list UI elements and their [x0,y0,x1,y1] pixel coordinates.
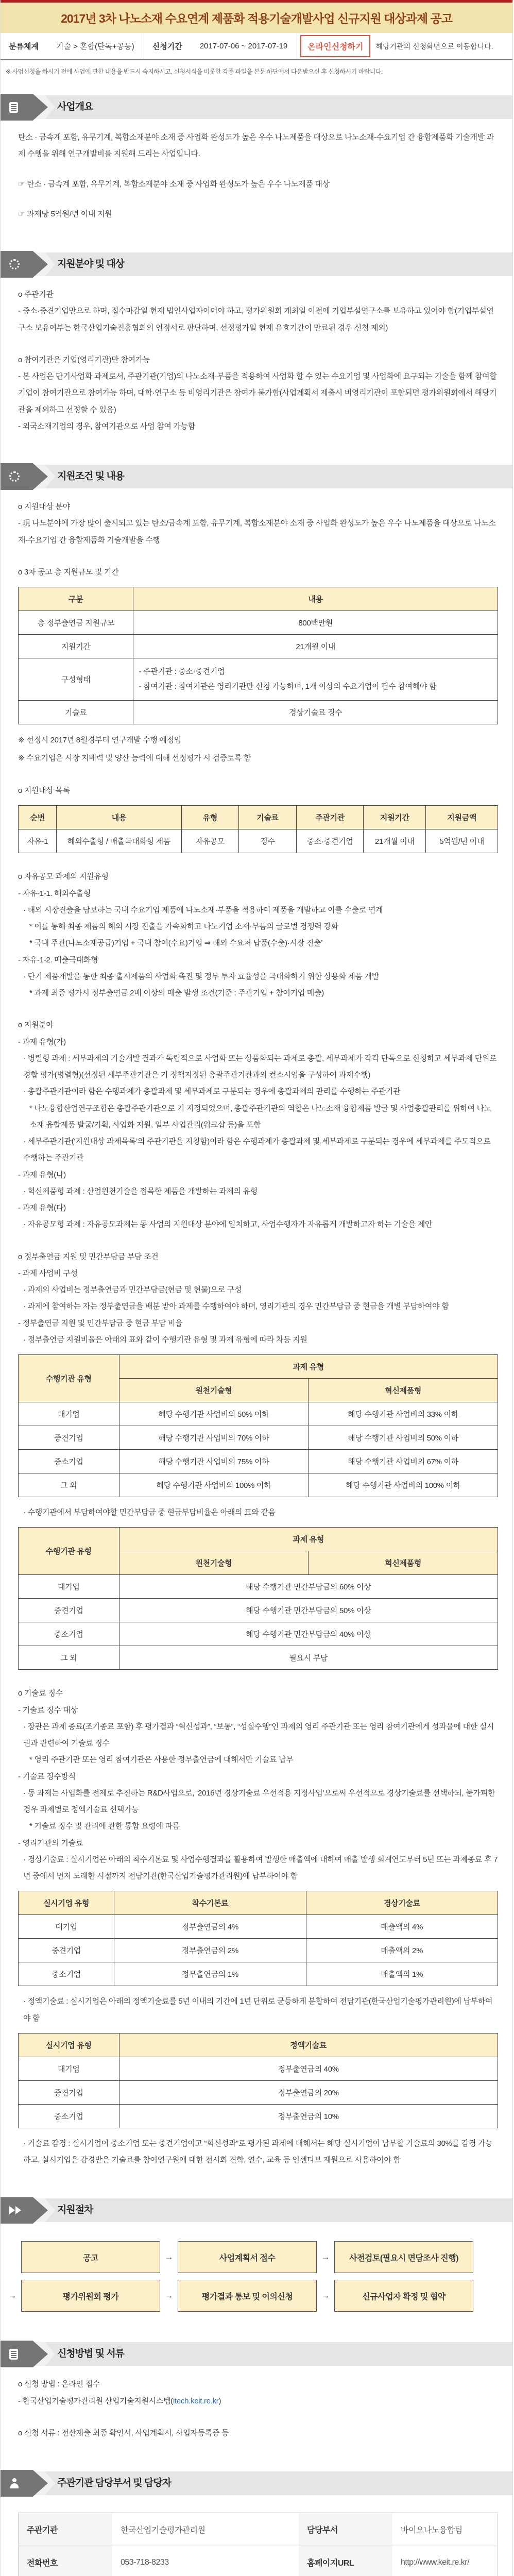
section-title: 사업개요 [1,95,512,119]
text-line: · 자유공모형 과제 : 자유공모과제는 동 사업의 지원대상 분야에 일치하고, 사업수행자가 자유롭게 개발하고자 하는 기술을 제안 [18,1216,498,1233]
text-line: o 참여기관은 기업(영리기관)만 참여가능 [18,352,498,368]
cell: 800백만원 [133,611,498,635]
text-line: o 신청 방법 : 온라인 접수 [18,2376,498,2393]
section-header-target [1,252,512,276]
cell: 5억원/년 이내 [426,829,498,853]
cell-line: - 참여기관 : 참여기관은 영리기관만 신청 가능하며, 1개 이상의 수요기업이 필수 참여해야 함 [139,680,492,694]
section-header-overview [1,95,512,119]
line-group [18,129,498,223]
link-suffix: ) [219,2397,221,2405]
flow-step: 사업계획서 접수 [178,2241,317,2273]
text-line: o 기술료 징수 [18,1685,498,1702]
cell: 대기업 [19,1402,119,1426]
cell: 중견기업 [19,1939,114,1962]
row-label: 지원기간 [19,635,133,658]
text-line: · 과제의 사업비는 정부출연금과 민간부담금(현금 및 현물)으로 구성 [18,1282,498,1298]
cell: 중소기업 [19,1622,119,1646]
dotted-ring-icon [9,259,20,269]
row-label: 담당부서 [299,2513,392,2546]
text-line: · 수행기관에서 부담하여야할 민간부담금 중 현금부담비율은 아래의 표와 같음 [18,1504,498,1521]
cell: 중견기업 [19,2080,119,2104]
online-apply-button[interactable]: 온라인신청하기 [300,35,370,57]
cell: 해당 수행기관 사업비의 70% 이하 [119,1426,309,1450]
support-target-list-table [18,805,498,853]
col-header: 실시기업 유형 [19,2033,119,2057]
overview-body [1,119,512,238]
cell: 중견기업 [19,1599,119,1622]
cell: 정부출연금의 40% [119,2057,498,2080]
title-banner [1,3,512,33]
cell: 그 외 [19,1473,119,1497]
col-header: 유형 [181,806,239,829]
text-line: * 나노융합산업연구조합은 총괄주관기관으로 기 지정되었으며, 총괄주관기관의 역할은 나노소재 융합제품 발굴 및 사업총괄관리를 위하여 나노소재 융합제품 발굴/기획, 사업화 지원, 일부 사업관리(워크샵 등)을 포함 [18,1100,498,1134]
cell: 바이오나노융합팀 [392,2513,498,2546]
flow-step: 신규사업자 확정 및 협약 [334,2280,473,2312]
cell: 해당 수행기관 사업비의 50% 이하 [309,1426,498,1450]
cell: 그 외 [19,1646,119,1670]
text-line: - 정부출연금 지원 및 민간부담금 중 현금 부담 비율 [18,1315,498,1332]
row-label: 주관기관 [19,2513,113,2546]
text-line: o 정부출연금 지원 및 민간부담금 부담 조건 [18,1249,498,1265]
link-prefix: - 한국산업기술평가관리원 산업기술지원시스템( [18,2397,173,2405]
flow-row [4,2280,509,2312]
section-title: 지원조건 및 내용 [1,465,512,488]
pre-apply-notice: ※ 사업신청을 하시기 전에 사업에 관한 내용을 반드시 숙지하시고, 신청서식을 비롯한 각종 파일을 본문 하단에서 다운받으신 후 신청하시기 바랍니다. [1,60,512,81]
page-title: 2017년 3차 나노소재 수요연계 제품화 적용기술개발사업 신규지원 대상과제 공고 [5,9,508,26]
cell: 매출액의 4% [306,1915,498,1939]
text-line: o 지원대상 분야 [18,499,498,515]
cell: 정부출연금의 20% [119,2080,498,2104]
col-header: 순번 [19,806,57,829]
flow-arrow-icon: → [317,2252,334,2262]
col-header: 수행기관 유형 [19,1355,119,1402]
text-line: * 과제 최종 평가시 정부출연금 2배 이상의 매출 발생 조건(기준 : 주관기업 + 참여기업 매출) [18,985,498,1002]
text-line: - 現 나노분야에 가장 많이 출시되고 있는 탄소/금속계 포함, 유무기계, 복합소재분야 소재 중 사업화 완성도가 높은 우수 나노제품을 대상으로 나노소재-수요기업 간 융합제품화 기술개발을 수행 [18,515,498,549]
flow-arrow-icon: → [317,2291,334,2301]
text-line: · 세부주관기관(‘지원대상 과제목록’의 주관기관을 지칭함)이라 함은 수행과제가 총괄과제 및 세부과제로 구분되는 경우에 세부과제를 주도적으로 수행하는 주관기관 [18,1133,498,1167]
flow-arrow-icon: → [4,2291,21,2301]
conditions-body [1,488,512,2184]
text-line: * 영리 주관기관 또는 영리 참여기관은 사용한 정부출연금에 대해서만 기술료 납부 [18,1752,498,1768]
text-line: - 과제 유형(나) [18,1167,498,1183]
col-header: 혁신제품형 [309,1551,498,1575]
host-contact-table [18,2513,498,2576]
col-header: 원천기술형 [119,1379,309,1402]
text-line: · 정액기술료 : 실시기업은 아래의 정액기술료를 5년 이내의 기간에 1년 단위로 균등하게 분할하여 전담기관(한국산업기술평가관리원)에 납부하여야 함 [18,1993,498,2027]
text-line: - 과제 사업비 구성 [18,1265,498,1282]
apply-body [1,2366,512,2457]
cell: 매출액의 1% [306,1962,498,1986]
section-header-host-contact [1,2471,512,2495]
process-flow [1,2222,512,2328]
text-line [18,2393,498,2410]
cell: 대기업 [19,1915,114,1939]
text-line: - 본 사업은 단기사업화 과제로서, 주관기관(기업)의 나노소재·부품을 적용하여 사업화 할 수 있는 수요기업 및 사업화에 요구되는 기술을 함께 참여할 기업이 참여기관으로 참여가능 하며, 대학·연구소 등 비영리기관은 참여가 불가함(사업계획서 제출시 비영리기관이 포함되면 평가위원회에서 해당기관을 제외하고 선정할 수 있음) [18,368,498,418]
text-line: - 과제 유형(가) [18,1034,498,1050]
cell: 징수 [239,829,297,853]
cell: 자유공모 [181,829,239,853]
cell: 경상기술료 징수 [133,701,498,724]
col-header: 경상기술료 [306,1891,498,1915]
cell: 해당 수행기관 사업비의 50% 이하 [119,1402,309,1426]
cell: 대기업 [19,2057,119,2080]
line-group [18,286,498,435]
apply-note: 해당기관의 신청화면으로 이동합니다. [375,41,493,52]
cell: 정부출연금의 1% [114,1962,306,1986]
cash-burden-table [18,1527,498,1670]
text-line: · 과제에 참여하는 자는 정부출연금을 배분 받아 과제를 수행하여야 하며, 영리기관의 경우 민간부담금 중 현금을 개별 부담하여야 함 [18,1298,498,1315]
col-header: 기술료 [239,806,297,829]
col-header: 실시기업 유형 [19,1891,114,1915]
host-contact-body [1,2495,512,2576]
text-line: - 영리기관의 기술료 [18,1835,498,1852]
cell [133,658,498,701]
text-line: o 지원분야 [18,1017,498,1033]
col-header: 수행기관 유형 [19,1528,119,1575]
text-line: ☞ 과제당 5억원/년 이내 지원 [18,206,498,223]
period-label: 신청기간 [144,35,191,58]
col-header: 착수기본료 [114,1891,306,1915]
text-line: · 단기 제품개발을 통한 최종 출시제품의 사업화 촉진 및 정부 투자 효율성을 극대화하기 위한 상용화 제품 개발 [18,969,498,985]
text-line: * 기술료 징수 및 관리에 관한 통합 요령에 따름 [18,1818,498,1835]
row-label: 총 정부출연금 지원규모 [19,611,133,635]
cell: 해당 수행기관 사업비의 33% 이하 [309,1402,498,1426]
col-header: 정액기술료 [119,2033,498,2057]
cell: 매출액의 2% [306,1939,498,1962]
col-header: 주관기관 [296,806,363,829]
text-line: · 해외 시장진출을 담보하는 국내 수요기업 제품에 나노소재·부품을 적용하여 제품을 개발하고 이를 수출로 연계 [18,902,498,919]
text-line: * 이를 통해 최종 제품의 해외 시장 진출을 가속화하고 나노기업 소재·부품의 글로벌 경쟁력 강화 [18,919,498,935]
line-group [18,1504,498,1521]
text-line: o 주관기관 [18,286,498,303]
cell: 중견기업 [19,1426,119,1450]
flow-step: 평가결과 통보 및 이의신청 [178,2280,317,2312]
text-line: o 신청 서류 : 전산제출 최종 확인서, 사업계획서, 사업자등록증 등 [18,2425,498,2442]
meta-bar [1,33,512,60]
line-group [18,1685,498,1885]
cell: 해당 수행기관 사업비의 67% 이하 [309,1450,498,1473]
cell: 정부출연금의 4% [114,1915,306,1939]
cell: 한국산업기술평가관리원 [112,2513,299,2546]
section-title: 지원절차 [1,2198,512,2222]
cell: 21개월 이내 [364,829,426,853]
col-header: 혁신제품형 [309,1379,498,1402]
clipboard-icon [9,2349,18,2360]
text-line: ※ 선정시 2017년 8월경부터 연구개발 수행 예정임 [18,732,498,750]
col-header: 내용 [133,587,498,611]
cell: 중소기업 [19,1962,114,1986]
col-header: 과제 유형 [119,1528,498,1551]
section-header-apply [1,2342,512,2366]
running-royalty-table [18,1891,498,1986]
flow-step: 평가위원회 평가 [21,2280,160,2312]
row-label: 전화번호 [19,2546,113,2576]
category-value: 기술 > 혼합(단독+공동) [47,35,144,58]
col-header: 원천기술형 [119,1551,309,1575]
cell: 053-718-8233 [112,2546,299,2576]
col-header: 과제 유형 [119,1355,498,1379]
section-title: 지원분야 및 대상 [1,252,512,276]
col-header: 내용 [57,806,181,829]
col-header: 구분 [19,587,133,611]
section-title: 주관기관 담당부서 및 담당자 [1,2471,512,2495]
text-line: ※ 수요기업은 시장 지배력 및 양산 능력에 대해 선정평가 시 검증토록 함 [18,750,498,768]
text-line: · 기술료 감경 : 실시기업이 중소기업 또는 중견기업이고 “혁신성과”로 평가된 과제에 대해서는 해당 실시기업이 납부할 기술료의 30%를 감경 가능하고, 실시기업은 감경받은 기술료를 참여연구원에 대한 전시회 견학, 연수, 교육 등 인센티브 재원으로 사용하여야 함 [18,2136,498,2169]
subsidy-rate-table [18,1354,498,1497]
cell: 대기업 [19,1575,119,1599]
period-value: 2017-07-06 ~ 2017-07-19 [191,36,297,57]
cell: 해당 수행기관 사업비의 100% 이하 [119,1473,309,1497]
cell: 정부출연금의 10% [119,2104,498,2128]
col-header: 지원금액 [426,806,498,829]
cell: 필요시 부담 [119,1646,498,1670]
line-group [18,869,498,1348]
text-line: - 외국소재기업의 경우, 참여기관으로 사업 참여 가능함 [18,418,498,435]
cell-line: - 주관기관 : 중소·중견기업 [139,665,492,680]
category-label: 분류체계 [1,35,47,58]
cell: 자유-1 [19,829,57,853]
flow-row [4,2241,509,2273]
person-icon [9,2478,20,2488]
text-line: · 장관은 과제 종료(조기종료 포함) 후 평가결과 “혁신성과”, “보통”, “성실수행”인 과제의 영리 주관기관 또는 영리 참여기관에게 성과물에 대한 실시권과 관련하여 기술료 징수 [18,1719,498,1752]
text-line: · 정부출연금 지원비율은 아래의 표와 같이 수행기관 유형 및 과제 유형에 따라 차등 지원 [18,1332,498,1348]
text-line: o 3차 공고 총 지원규모 및 기간 [18,564,498,581]
text-line: * 국내 주관(나노소재공급)기업 + 국내 참여(수요)기업 ⇒ 해외 수요처 납품(수출)·시장 진출’ [18,935,498,952]
flow-step: 공고 [21,2241,160,2273]
cell: 해당 수행기관 사업비의 75% 이하 [119,1450,309,1473]
cell: 정부출연금의 2% [114,1939,306,1962]
cell: 중소·중견기업 [296,829,363,853]
cell: 해당 수행기관 민간부담금의 40% 이상 [119,1622,498,1646]
section-title: 신청방법 및 서류 [1,2342,512,2366]
cell: 해외수출형 / 매출극대화형 제품 [57,829,181,853]
fixed-royalty-table [18,2033,498,2128]
row-label: 구성형태 [19,658,133,701]
cell: 중소기업 [19,2104,119,2128]
flow-arrow-icon: → [160,2291,178,2301]
text-line: · 혁신제품형 과제 : 산업원천기술을 접목한 제품을 개발하는 과제의 유형 [18,1183,498,1200]
dotted-ring-icon [9,471,20,482]
text-line: o 자유공모 과제의 지원유형 [18,869,498,885]
section-header-conditions [1,465,512,488]
flow-arrow-icon: → [160,2252,178,2262]
text-line: - 중소·중견기업만으로 하며, 접수마감일 현재 법인사업자이어야 하고, 평가위원회 개최일 이전에 기업부설연구소를 보유하고 있어야 함(기업부설연구소 보유여부는 한국산업기술진흥협회의 인정서로 판단하며, 선정평가일 현재 유효기간이 만료된 경우 신청 제외) [18,303,498,336]
text-line: · 총괄주관기관이라 함은 수행과제가 총괄과제 및 세부과제로 구분되는 경우에 총괄과제의 관리를 수행하는 주관기관 [18,1083,498,1100]
line-group [18,499,498,581]
text-line: o 지원대상 목록 [18,783,498,799]
itech-link[interactable]: itech.keit.re.kr [173,2397,219,2405]
text-line: - 과제 유형(다) [18,1200,498,1216]
row-label: 홈페이지URL [299,2546,392,2576]
text-line: · 동 과제는 사업화를 전제로 추진하는 R&D사업으로, ‘2016년 경상기술료 우선적용 지정사업’으로써 우선적으로 경상기술료를 선택하되, 불가피한 경우 과제별로 정액기술료 선택가능 [18,1785,498,1819]
flow-step: 사전검토(필요시 면담조사 진행) [334,2241,473,2273]
cell: 21개월 이내 [133,635,498,658]
text-line: - 기술료 징수 대상 [18,1702,498,1719]
support-scale-table [18,587,498,724]
line-group [18,732,498,799]
text-line: · 병렬형 과제 : 세부과제의 기술개발 결과가 독립적으로 사업화 또는 상품화되는 과제로 총괄, 세부과제가 각각 단독으로 신청하고 세부과제 단위로 경합 평가(병렬형)(선정된 세부주관기관은 기 정책지정된 총괄주관기관과의 컨소시엄을 구성하여 과제수행) [18,1050,498,1084]
line-group [18,1993,498,2027]
cell: 해당 수행기관 민간부담금의 50% 이상 [119,1599,498,1622]
section-header-process [1,2198,512,2222]
text-line: 탄소 · 금속계 포함, 유무기계, 복합소재분야 소재 중 사업화 완성도가 높은 우수 나노제품을 대상으로 나노소재-수요기업 간 융합제품화 기술개발 과제 수행을 위해 연구개발비를 지원해 드리는 사업입니다. [18,129,498,163]
cell: 해당 수행기관 민간부담금의 60% 이상 [119,1575,498,1599]
text-line: ☞ 탄소 · 금속계 포함, 유무기계, 복합소재분야 소재 중 사업화 완성도가 높은 우수 나노제품 대상 [18,176,498,193]
document-icon [9,102,18,113]
target-body [1,276,512,450]
cell: 해당 수행기관 사업비의 100% 이하 [309,1473,498,1497]
text-line: · 경상기술료 : 실시기업은 아래의 착수기본료 및 사업수행결과를 활용하여 발생한 매출액에 대하여 매출 발생 회계연도부터 5년 또는 과제종료 후 7년 중에서 먼저 도래한 시점까지 전담기관(한국산업기술평가관리원)에 납부하여야 함 [18,1852,498,1885]
cell: http://www.keit.re.kr/ [392,2546,498,2576]
line-group [18,2136,498,2169]
fast-forward-icon [9,2206,22,2214]
text-line: - 자유-1-2. 매출극대화형 [18,952,498,969]
text-line: - 기술료 징수방식 [18,1769,498,1785]
col-header: 지원기간 [364,806,426,829]
cell: 중소기업 [19,1450,119,1473]
row-label: 기술료 [19,701,133,724]
text-line: - 자유-1-1. 해외수출형 [18,886,498,902]
